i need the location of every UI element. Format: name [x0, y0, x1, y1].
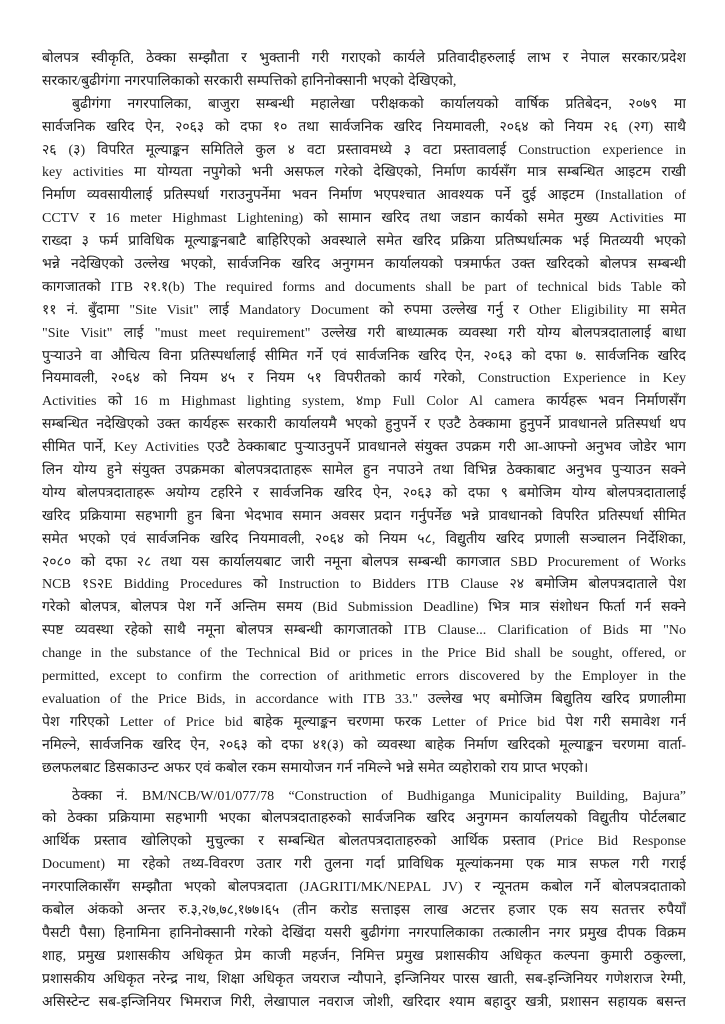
text-line: NCB १S२E Bidding Procedures को Instruction to Bidders ITB Clause २४ बमोजिम बोलपत्रदाताले पेश — [42, 577, 686, 593]
text-line: स्पष्ट व्यवस्था रहेको साथै नमूना बोलपत्र सम्बन्धी कागजातको ITB Clause... Clarification of Bids मा "No — [42, 623, 686, 639]
text-line: नमिल्ने, सार्वजनिक खरिद ऐन, २०६३ को दफा ४१(३) को व्यवस्था बाहेक निर्माण खरिदको मूल्याङ्कन चरणमा वार्ता- — [42, 737, 686, 753]
text-line: evaluation of the Price Bids, in accordance with ITB 33." उल्लेख भए बमोजिम बिद्युतिय खरिद प्रणालीमा — [42, 691, 686, 707]
text-line: ११ नं. बुँदामा "Site Visit" लाई Mandatory Document को रुपमा उल्लेख गर्नु र Other Eligibility मा समेत — [42, 302, 686, 318]
text-line: शाह, प्रमुख प्रशासकीय अधिकृत प्रेम काजी महर्जन, निमित्त प्रमुख प्रशासकीय अधिकृत कल्पना कुमारी ठकुल्ला, — [42, 948, 686, 964]
text-line: change in the substance of the Technical Bid or prices in the Price Bid shall be sought, offered, or — [42, 646, 686, 662]
text-line: बोलपत्र स्वीकृति, ठेक्का सम्झौता र भुक्तानी गरी गराएको कार्यले प्रतिवादीहरुलाई लाभ र नेपाल सरकार/प्रदेश — [42, 51, 686, 66]
text-line: Document) मा रहेको तथ्य-विवरण उतार गरी तुलना गर्दा प्राविधिक मूल्यांकनमा एक मात्र सफल गरी गराई — [42, 857, 686, 873]
text-line: छलफलबाट डिसकाउन्ट अफर एवं कबोल रकम समायोजन गर्न नमिल्ने भन्ने समेत व्यहोराको राय प्राप्त भएको। — [42, 760, 589, 776]
text-line: कबोल अंकको अन्तर रु.३,२७,७८,१७७।६५ (तीन करोड सत्ताइस लाख अटत्तर हजार एक सय सतत्तर रुपैयाँ — [42, 902, 686, 918]
text-line: सम्बन्धित नदेखिएको उक्त कार्यहरू सरकारी कार्यालयमै भएको हुनुपर्ने र एउटै ठेक्कामा हुनुपर्ने प्रावधानले प्रतिस्पर्धा थप — [42, 417, 686, 433]
text-line: को ठेक्का प्रक्रियामा सहभागी भएका बोलपत्रदाताहरुको सार्वजनिक खरिद अनुगमन कार्यालयको विद्युतीय पोर्टलबाट — [42, 811, 686, 827]
text-line: निर्माण व्यवसायीलाई प्रतिस्पर्धा गराउनुपर्नेमा भवन निर्माण भएपश्चात आवश्यक पर्ने दुई आइटम (Installation of — [42, 188, 686, 204]
text-line: "Site Visit" लाई "must meet requirement" उल्लेख गरी बाध्यात्मक व्यवस्था गरी योग्य बोलपत्रदातालाई बाधा — [42, 325, 686, 341]
text-line: राख्दा ३ फर्म प्राविधिक मूल्याङ्कनबाटै बाहिरिएको अवस्थाले समेत खरिद प्रक्रिया प्रतिष्पर्धात्मक भई मितव्ययी भएको — [42, 234, 686, 250]
text-line: लिन योग्य हुने संयुक्त उपक्रमका बोलपत्रदाताहरू सामेल हुन नपाउने तथा विभिन्न ठेक्काबाट अनुभव पुऱ्याउन सक्ने — [42, 463, 686, 479]
text-line: प्रशासकीय अधिकृत नरेन्द्र नाथ, शिक्षा अधिकृत जयराज न्यौपाने, इन्जिनियर पारस खाती, सब-इन्जिनियर गणेशराज रेग्मी, — [42, 971, 686, 987]
text-line: खरिद प्रक्रियामा सहभागी हुन बिना भेदभाव समान अवसर प्रदान गर्नुपर्नेछ भन्ने प्रावधानको विपरित प्रतिस्पर्धा सीमित — [42, 508, 686, 524]
text-line: permitted, except to confirm the correction of arithmetic errors discovered by the Employer in the — [42, 669, 686, 685]
text-line: Activities को 16 m Highmast lighting system, ४mp Full Color Al camera कार्यहरू भवन निर्माणसँग — [42, 394, 686, 410]
text-line: भन्ने नदेखिएको उल्लेख भएको, सार्वजनिक खरिद अनुगमन कार्यालयको पत्रमार्फत उक्त खरिदको बोलपत्र सम्बन्धी — [42, 257, 686, 273]
text-line: सरकार/बुढीगंगा नगरपालिकाको सरकारी सम्पत्तिको हानिनोक्सानी भएको देखिएको, — [42, 73, 457, 89]
text-line: २०८० को दफा २८ तथा यस कार्यालयबाट जारी नमूना बोलपत्र सम्बन्धी कागजात SBD Procurement of Works — [42, 554, 686, 570]
text-line: पुऱ्याउने वा औचित्य विना प्रतिस्पर्धालाई सीमित गर्ने एवं सार्वजनिक खरिद ऐन, २०६३ को दफा ७. सार्वजनिक खरिद — [42, 348, 686, 364]
text-line: पेश गरिएको Letter of Price bid बाहेक मूल्याङ्कन चरणमा फरक Letter of Price bid पेश गरी समावेश गर्न — [42, 714, 686, 730]
text-line: सार्वजनिक खरिद ऐन, २०६३ को दफा १० तथा सार्वजनिक खरिद नियमावली, २०६४ को नियम २६ (२ग) साथै — [42, 119, 686, 135]
text-line: योग्य बोलपत्रदाताहरू अयोग्य टहरिने र सार्वजनिक खरिद ऐन, २०६३ को दफा ९ बमोजिम योग्य बोलपत्रदातालाई — [42, 485, 686, 501]
text-line: गरेको बोलपत्र, बोलपत्र पेश गर्ने अन्तिम समय (Bid Submission Deadline) भित्र मात्र संशोधन फिर्ता गर्न सक्ने — [42, 600, 686, 616]
text-line: असिस्टेन्ट सब-इन्जिनियर भिमराज गिरी, लेखापाल नवराज जोशी, खरिदार श्याम बहादुर खत्री, प्रशासन सहायक बसन्त — [42, 994, 686, 1010]
text-line: नियमावली, २०६४ को नियम ४५ र नियम ५१ विपरीतको कार्य गरेको, Construction Experience in Key — [42, 371, 686, 387]
text-line: २६ (३) विपरित मूल्याङ्कन समितिले कुल ४ वटा प्रस्तावमध्ये ३ वटा प्रस्तावलाई Construction experience in — [42, 142, 686, 158]
text-line: ठेक्का नं. BM/NCB/W/01/077/78 “Construction of Budhiganga Municipality Building, Bajura” — [72, 788, 686, 804]
text-line: सीमित पार्ने, Key Activities एउटै ठेक्काबाट पुऱ्याउनुपर्ने प्रावधानले संयुक्त उपक्रम गरी आ-आफ्नो अनुभव जोडेर भाग — [42, 440, 686, 456]
text-line: आर्थिक प्रस्ताव खोलिएको मुचुल्का र सम्बन्धित बोलतपत्रदाताहरुको आर्थिक प्रस्ताव (Price Bid Response — [42, 834, 686, 850]
text-line: CCTV र 16 meter Highmast Lightening) को सामान खरिद तथा जडान कार्यको समेत मुख्य Activities मा — [42, 211, 686, 227]
text-line: बुढीगंगा नगरपालिका, बाजुरा सम्बन्धी महालेखा परीक्षकको कार्यालयको वार्षिक प्रतिबेदन, २०७९ मा — [72, 96, 686, 112]
text-line: समेत भएको एवं सार्वजनिक खरिद नियमावली, २०६४ को नियम ५८, विद्युतीय खरिद प्रणाली सञ्चालन निर्देशिका, — [42, 531, 686, 547]
text-line: नगरपालिकासँग सम्झौता भएको बोलपत्रदाता (JAGRITI/MK/NEPAL JV) र न्यूनतम कबोल गर्ने बोलपत्रदाताको — [42, 880, 686, 896]
text-line: पैसटी पैसा) हिनामिना हानिनोक्सानी गरेको देखिंदा यसरी बुढीगंगा नगरपालिकाका तत्कालीन नगर प्रमुख दीपक विक्रम — [42, 925, 686, 941]
document-text-block — [42, 48, 686, 1014]
text-line: कागजातको ITB २१.१(b) The required forms and documents shall be part of technical bids Table को — [42, 279, 686, 295]
text-line: key activities मा योग्यता नपुगेको भनी असफल गरेको देखिएको, निर्माण कार्यसँग मात्र सम्बन्धित आइटम राखी — [42, 165, 686, 181]
